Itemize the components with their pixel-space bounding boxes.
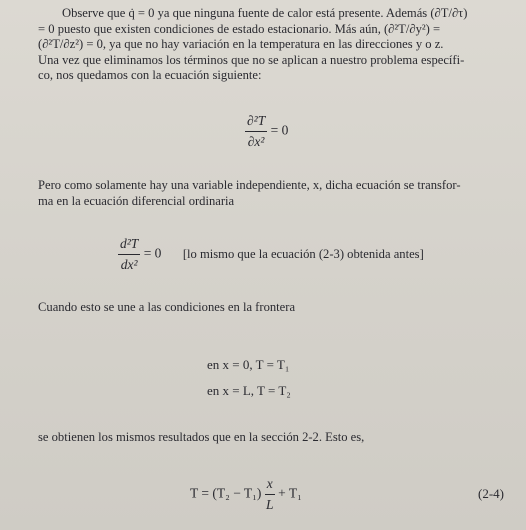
- numerator: ∂²T: [245, 113, 267, 132]
- denominator: L: [266, 497, 274, 512]
- fraction: [118, 236, 140, 273]
- text-line: = 0 puesto que existen condiciones de estado estacionario. Más aún, (∂²T/∂y²) =: [38, 21, 441, 36]
- equation-note: [lo mismo que la ecuación (2-3) obtenida antes]: [182, 246, 424, 261]
- text-line: ma en la ecuación diferencial ordinaria: [38, 193, 235, 208]
- equation-number: (2-4): [478, 486, 504, 501]
- paragraph-results: se obtienen los mismos resultados que en la sección 2-2. Esto es,: [38, 430, 365, 444]
- equation-partial-derivative: [245, 113, 288, 150]
- paragraph-ordinary: [38, 178, 518, 209]
- numerator: x: [265, 476, 275, 495]
- text-line: co, nos quedamos con la ecuación siguiente:: [38, 68, 262, 82]
- equation-temperature-profile: [190, 476, 302, 513]
- fraction: [265, 476, 275, 513]
- numerator: d²T: [118, 236, 140, 255]
- text-line: Pero como solamente hay una variable independiente, x, dicha ecuación se transfor-: [38, 178, 461, 192]
- text-line: Una vez que eliminamos los términos que no se aplican a nuestro problema específi-: [38, 52, 465, 67]
- equation-lhs: T = (T₂ − T₁): [190, 485, 262, 501]
- boundary-condition-1: en x = 0, T = T₁: [207, 357, 290, 372]
- text-line: (∂²T/∂z²) = 0, ya que no hay variación en la temperatura en las direcciones y o z.: [38, 37, 444, 51]
- equation-ordinary-derivative: [118, 236, 424, 273]
- paragraph-boundary: Cuando esto se une a las condiciones en la frontera: [38, 300, 296, 314]
- equation-rhs: + T₁: [278, 485, 302, 501]
- paragraph-steady-state: [38, 6, 518, 84]
- fraction: [245, 113, 267, 150]
- equation-rhs: = 0: [143, 245, 162, 261]
- denominator: ∂x²: [247, 134, 265, 149]
- text-line: Observe que q̇ = 0 ya que ninguna fuente de calor está presente. Además (∂T/∂τ): [62, 6, 468, 20]
- denominator: dx²: [120, 257, 138, 272]
- equation-rhs: = 0: [270, 122, 289, 138]
- boundary-condition-2: en x = L, T = T₂: [207, 383, 291, 398]
